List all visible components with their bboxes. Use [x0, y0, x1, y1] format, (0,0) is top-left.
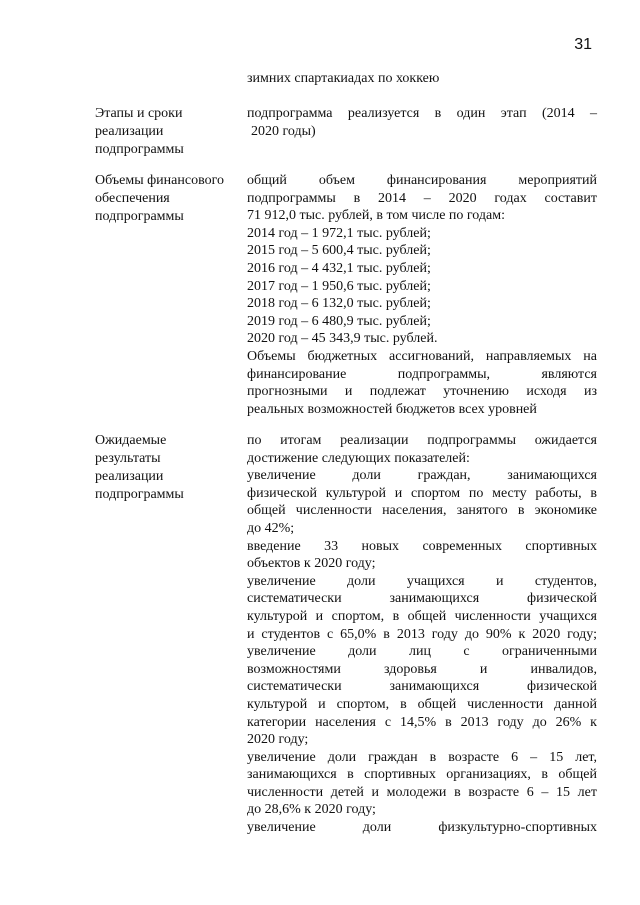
- label-line: подпрограммы: [95, 209, 184, 224]
- section-0-value: [247, 70, 597, 88]
- value-line: финансирование подпрограммы, являются: [247, 366, 597, 382]
- value-line: реальных возможностей бюджетов всех уровней: [247, 401, 537, 417]
- label-line: обеспечения: [95, 191, 170, 206]
- value-line: общей численности населения, занятого в экономике: [247, 503, 597, 519]
- section-3-value: [247, 432, 597, 837]
- value-line: общий объем финансирования мероприятий: [247, 173, 597, 188]
- value-line: культурой и спортом, в общей численности данной: [247, 696, 597, 712]
- value-line: по итогам реализации подпрограммы ожидается: [247, 433, 597, 448]
- value-line: увеличение доли граждан в возрасте 6 – 15 лет,: [247, 749, 597, 765]
- label-line: Этапы и сроки: [95, 106, 183, 121]
- value-line: увеличение доли граждан, занимающихся: [247, 468, 597, 484]
- label-line: результаты: [95, 451, 161, 466]
- value-line: подпрограммы в 2014 – 2020 годах составит: [247, 190, 597, 206]
- section-1-label: [95, 105, 245, 159]
- label-line: Ожидаемые: [95, 433, 167, 448]
- page-number: 31: [574, 36, 592, 53]
- value-line: 2018 год – 6 132,0 тыс. рублей;: [247, 296, 431, 312]
- value-line: 71 912,0 тыс. рублей, в том числе по годам:: [247, 208, 505, 224]
- value-line: 2020 году;: [247, 732, 309, 748]
- value-line: увеличение доли лиц с ограниченными: [247, 644, 597, 660]
- label-line: реализации: [95, 469, 164, 484]
- value-line: систематически занимающихся физической: [247, 679, 597, 695]
- value-line: 2015 год – 5 600,4 тыс. рублей;: [247, 243, 431, 259]
- value-line: 2019 год – 6 480,9 тыс. рублей;: [247, 313, 431, 329]
- value-line: и студентов с 65,0% в 2013 году до 90% к 2020 году;: [247, 626, 597, 642]
- label-line: подпрограммы: [95, 142, 184, 157]
- value-line: 2016 год – 4 432,1 тыс. рублей;: [247, 260, 431, 276]
- value-line: увеличение доли физкультурно-спортивных: [247, 820, 597, 836]
- value-line: систематически занимающихся физической: [247, 591, 597, 607]
- value-line: 2020 год – 45 343,9 тыс. рублей.: [247, 331, 438, 347]
- section-1-value: [247, 105, 597, 140]
- value-line: достижение следующих показателей:: [247, 450, 470, 466]
- value-line: прогнозными и подлежат уточнению исходя из: [247, 384, 597, 400]
- value-line: занимающихся в спортивных организациях, в общей: [247, 767, 597, 783]
- value-line: до 42%;: [247, 520, 295, 536]
- value-line: введение 33 новых современных спортивных: [247, 538, 597, 554]
- value-line: численности детей и молодежи в возрасте 6 – 15 лет: [247, 784, 597, 800]
- value-line: 2020 годы): [251, 123, 316, 139]
- value-line: увеличение доли учащихся и студентов,: [247, 573, 597, 589]
- label-line: реализации: [95, 124, 164, 139]
- value-line: культурой и спортом, в общей численности учащихся: [247, 608, 597, 624]
- value-line: физической культурой и спортом по месту работы, в: [247, 485, 597, 501]
- label-line: Объемы финансового: [95, 173, 224, 188]
- value-line: 2014 год – 1 972,1 тыс. рублей;: [247, 225, 431, 241]
- value-line: объектов к 2020 году;: [247, 556, 376, 572]
- value-line: Объемы бюджетных ассигнований, направляемых на: [247, 348, 597, 364]
- section-2-label: [95, 172, 245, 226]
- value-line: подпрограмма реализуется в один этап (2014 –: [247, 106, 597, 121]
- value-line: возможностями здоровья и инвалидов,: [247, 661, 597, 677]
- value-line: категории населения с 14,5% в 2013 году до 26% к: [247, 714, 597, 730]
- label-line: подпрограммы: [95, 487, 184, 502]
- section-2-value: [247, 172, 597, 418]
- section-3-label: [95, 432, 245, 504]
- value-line: до 28,6% к 2020 году;: [247, 802, 376, 818]
- value-line: 2017 год – 1 950,6 тыс. рублей;: [247, 278, 431, 294]
- value-line: зимних спартакиадах по хоккею: [247, 71, 440, 86]
